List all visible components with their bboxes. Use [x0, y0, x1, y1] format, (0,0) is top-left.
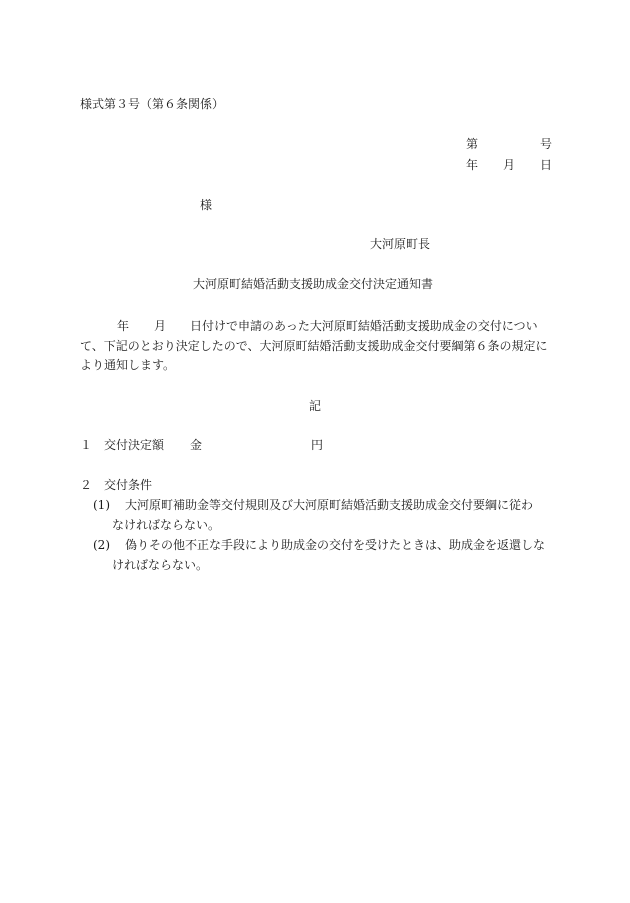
date-year-label: 年 [466, 158, 479, 172]
document-title: 大河原町結婚活動支援助成金交付決定通知書 [193, 277, 434, 291]
date-month-label: 月 [503, 158, 516, 172]
addressee-suffix: 様 [200, 198, 213, 212]
date-day-label: 日 [540, 158, 553, 172]
form-header: 様式第３号（第６条関係） [80, 97, 225, 111]
grant-amount-field [206, 437, 308, 453]
doc-number-value-field [482, 136, 538, 152]
addressee-name-field [80, 197, 198, 213]
item-1-number: １ [80, 438, 93, 452]
condition-1-line-2: なければならない。 [112, 518, 221, 532]
item-1-unit: 円 [311, 438, 324, 452]
item-2-number: ２ [80, 478, 93, 492]
issuer-name: 大河原町長 [370, 237, 431, 251]
body-line-2: て、下記のとおり決定したので、大河原町結婚活動支援助成金交付要綱第６条の規定に [80, 339, 548, 353]
condition-1-number: (1) [93, 498, 110, 512]
item-1-label: 交付決定額 [104, 438, 165, 452]
doc-number-prefix: 第 [466, 137, 479, 151]
body-date-year: 年 [117, 319, 130, 333]
condition-2-number: (2) [93, 538, 110, 552]
condition-1-line-1: 大河原町補助金等交付規則及び大河原町結婚活動支援助成金交付要綱に従わ [125, 498, 534, 512]
body-date-month: 月 [154, 319, 167, 333]
ki-heading: 記 [309, 399, 322, 413]
condition-2-line-2: ければならない。 [112, 558, 209, 572]
item-2-label: 交付条件 [104, 478, 153, 492]
body-line-1: 日付けで申請のあった大河原町結婚活動支援助成金の交付につい [190, 319, 538, 333]
item-1-currency-prefix: 金 [190, 438, 203, 452]
condition-2-line-1: 偽りその他不正な手段により助成金の交付を受けたときは、助成金を返還しな [125, 538, 546, 552]
doc-number-suffix: 号 [540, 137, 553, 151]
body-line-3: より通知します。 [80, 358, 176, 372]
